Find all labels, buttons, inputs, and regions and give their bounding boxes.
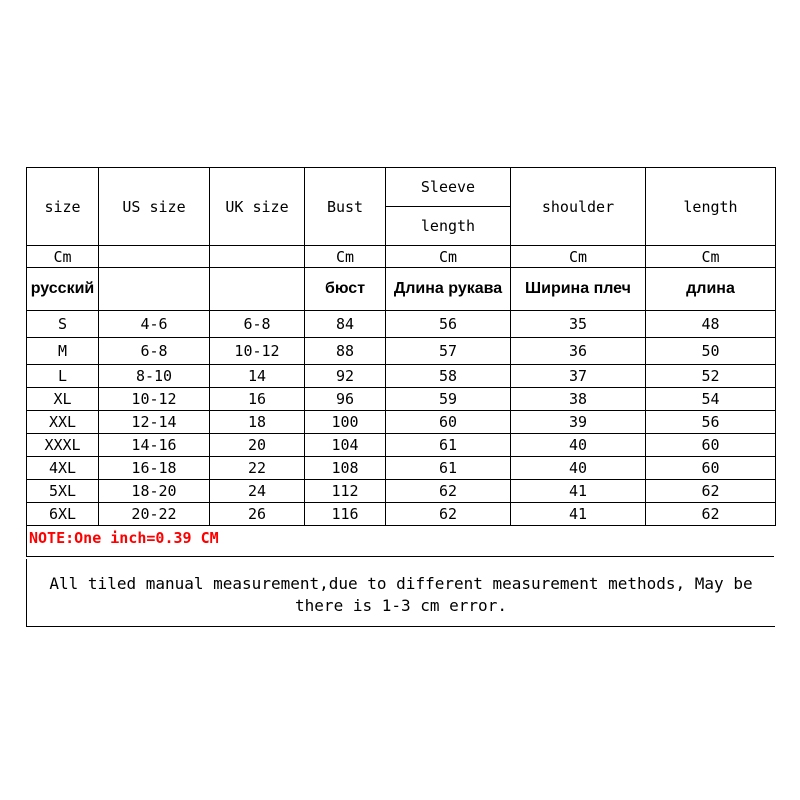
header-uk-size: UK size — [210, 168, 305, 246]
table-cell: 20-22 — [99, 503, 210, 526]
unit-cell: Cm — [511, 246, 646, 268]
table-cell: 16-18 — [99, 457, 210, 480]
russian-cell: русский — [27, 268, 99, 311]
table-cell: 24 — [210, 480, 305, 503]
table-cell: 108 — [305, 457, 386, 480]
russian-cell: Ширина плеч — [511, 268, 646, 311]
table-cell: 50 — [646, 338, 776, 365]
table-cell: 4-6 — [99, 311, 210, 338]
table-cell: 48 — [646, 311, 776, 338]
table-row — [27, 388, 776, 411]
table-cell: 4XL — [27, 457, 99, 480]
table-cell: M — [27, 338, 99, 365]
table-cell: 52 — [646, 365, 776, 388]
table-cell: 10-12 — [210, 338, 305, 365]
table-cell: 35 — [511, 311, 646, 338]
table-row — [27, 480, 776, 503]
table-cell: 14-16 — [99, 434, 210, 457]
table-cell: 56 — [646, 411, 776, 434]
table-cell: 62 — [386, 480, 511, 503]
table-cell: 54 — [646, 388, 776, 411]
size-chart — [26, 167, 775, 615]
table-cell: 56 — [386, 311, 511, 338]
table-cell: 37 — [511, 365, 646, 388]
unit-cell: Cm — [386, 246, 511, 268]
table-cell: S — [27, 311, 99, 338]
table-cell: 96 — [305, 388, 386, 411]
table-cell: 16 — [210, 388, 305, 411]
header-shoulder: shoulder — [511, 168, 646, 246]
table-cell: 59 — [386, 388, 511, 411]
table-cell: 88 — [305, 338, 386, 365]
table-cell: 112 — [305, 480, 386, 503]
table-row — [27, 434, 776, 457]
unit-cell — [210, 246, 305, 268]
table-cell: L — [27, 365, 99, 388]
table-cell: XL — [27, 388, 99, 411]
table-cell: 6-8 — [99, 338, 210, 365]
russian-cell — [210, 268, 305, 311]
table-cell: 26 — [210, 503, 305, 526]
header-sleeve: Sleeve — [386, 168, 511, 207]
table-cell: 61 — [386, 434, 511, 457]
table-cell: 38 — [511, 388, 646, 411]
table-cell: XXL — [27, 411, 99, 434]
table-cell: 14 — [210, 365, 305, 388]
table-cell: 58 — [386, 365, 511, 388]
note-text: NOTE:One inch=0.39 CM — [26, 519, 774, 557]
table-row — [27, 411, 776, 434]
unit-cell: Cm — [646, 246, 776, 268]
table-cell: 60 — [646, 434, 776, 457]
header-bust: Bust — [305, 168, 386, 246]
table-cell: 84 — [305, 311, 386, 338]
header-row — [27, 168, 776, 207]
table-cell: 36 — [511, 338, 646, 365]
unit-cell: Cm — [27, 246, 99, 268]
table-cell: 62 — [386, 503, 511, 526]
table-cell: 104 — [305, 434, 386, 457]
unit-row — [27, 246, 776, 268]
table-cell: 20 — [210, 434, 305, 457]
table-cell: 100 — [305, 411, 386, 434]
table-cell: 22 — [210, 457, 305, 480]
table-cell: 10-12 — [99, 388, 210, 411]
table-cell: 92 — [305, 365, 386, 388]
table-cell: 41 — [511, 503, 646, 526]
header-size: size — [27, 168, 99, 246]
table-cell: 62 — [646, 503, 776, 526]
unit-cell — [99, 246, 210, 268]
table-cell: 12-14 — [99, 411, 210, 434]
table-cell: 18-20 — [99, 480, 210, 503]
table-cell: 62 — [646, 480, 776, 503]
russian-cell — [99, 268, 210, 311]
table-row — [27, 457, 776, 480]
russian-row — [27, 268, 776, 311]
table-cell: 8-10 — [99, 365, 210, 388]
table-cell: 6XL — [27, 503, 99, 526]
footer-disclaimer: All tiled manual measurement,due to different measurement methods, May be there is 1-3 cm error. — [26, 559, 775, 627]
russian-cell: бюст — [305, 268, 386, 311]
table-cell: 60 — [386, 411, 511, 434]
header-length: length — [646, 168, 776, 246]
unit-cell: Cm — [305, 246, 386, 268]
table-cell: 6-8 — [210, 311, 305, 338]
table-cell: 39 — [511, 411, 646, 434]
russian-cell: длина — [646, 268, 776, 311]
table-cell: 40 — [511, 434, 646, 457]
table-cell: 60 — [646, 457, 776, 480]
russian-cell: Длина рукава — [386, 268, 511, 311]
table-cell: 41 — [511, 480, 646, 503]
table-cell: 61 — [386, 457, 511, 480]
size-table — [26, 167, 776, 526]
table-cell: XXXL — [27, 434, 99, 457]
table-cell: 116 — [305, 503, 386, 526]
table-cell: 40 — [511, 457, 646, 480]
table-cell: 5XL — [27, 480, 99, 503]
table-row — [27, 338, 776, 365]
header-us-size: US size — [99, 168, 210, 246]
header-sleeve-length: length — [386, 207, 511, 246]
table-row — [27, 365, 776, 388]
table-row — [27, 311, 776, 338]
table-cell: 18 — [210, 411, 305, 434]
table-cell: 57 — [386, 338, 511, 365]
